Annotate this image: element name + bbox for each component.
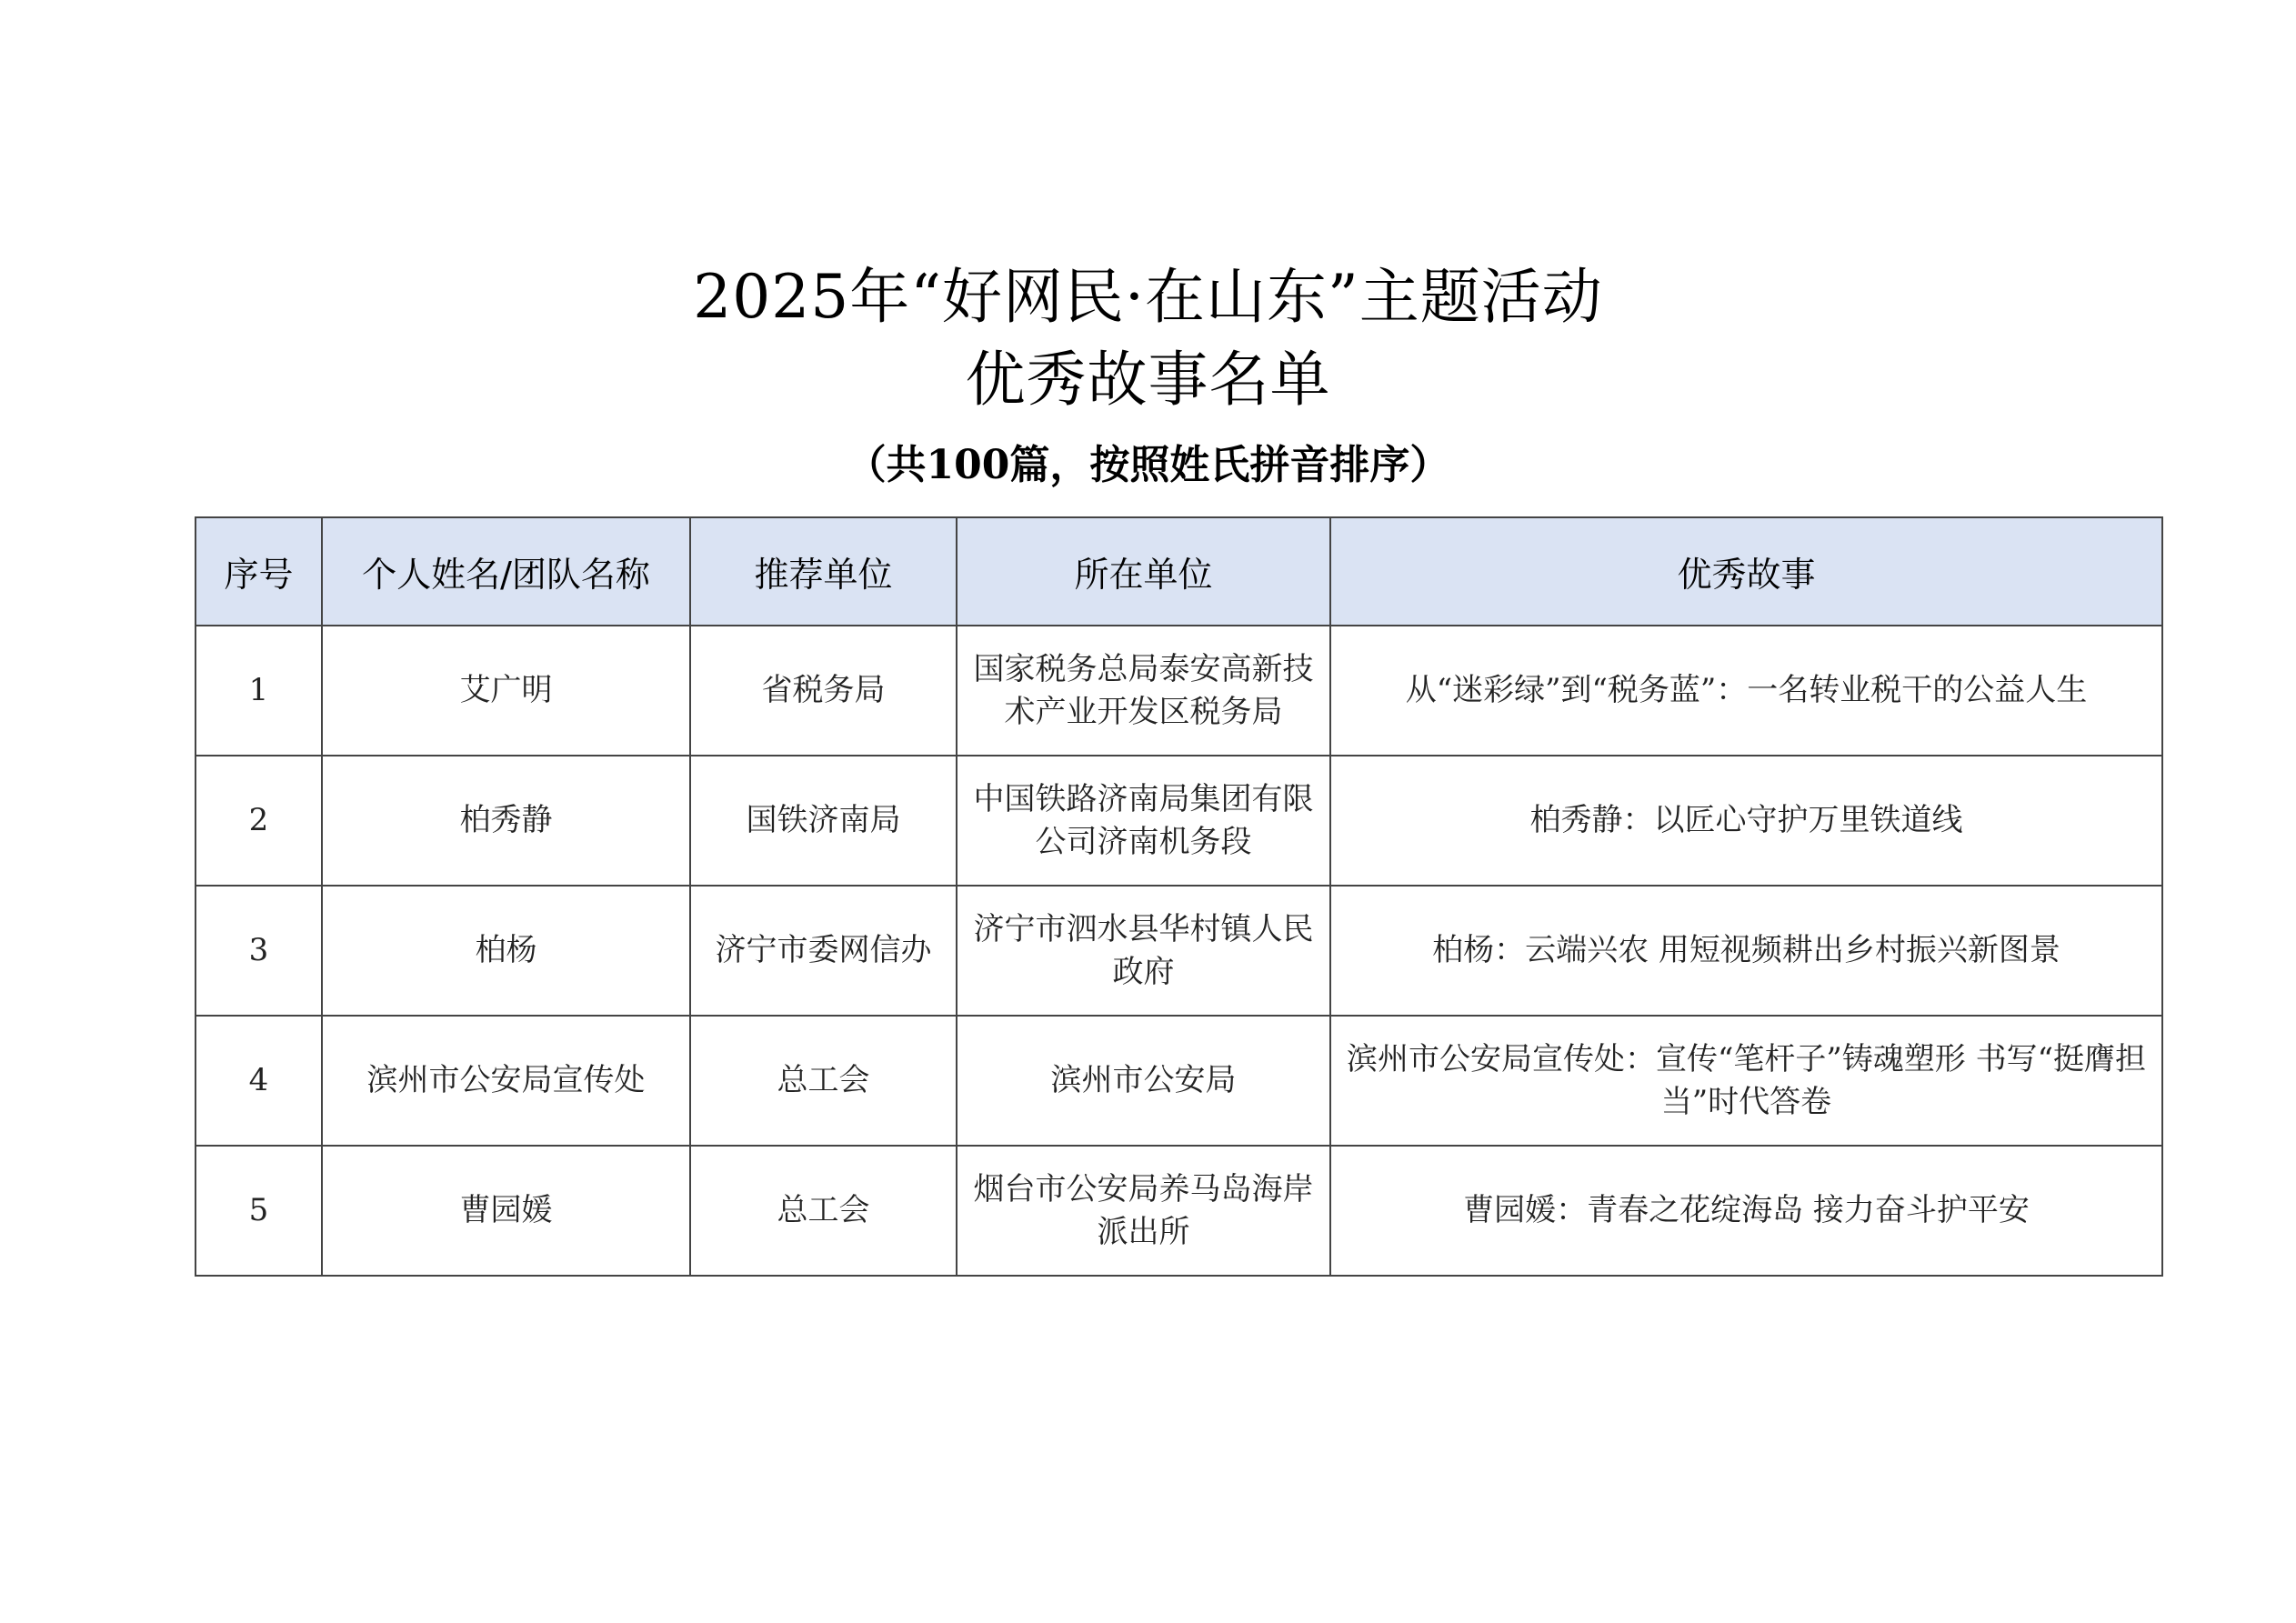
- document-title-line1: 2025年“好网民·在山东”主题活动: [693, 262, 1603, 332]
- cell-story: 滨州市公安局宣传处：宣传“笔杆子”铸魂塑形 书写“挺膺担当”时代答卷: [1330, 1016, 2162, 1146]
- header-no: 序号: [196, 517, 322, 626]
- table-header-row: [196, 517, 2162, 626]
- cell-name: 艾广明: [322, 626, 690, 756]
- cell-name: 柏杨: [322, 886, 690, 1016]
- document-title-line2: 优秀故事名单: [965, 345, 1331, 415]
- table-header: [196, 517, 2162, 626]
- cell-story: 从“迷彩绿”到“税务蓝”：一名转业税干的公益人生: [1330, 626, 2162, 756]
- table-row: [196, 756, 2162, 886]
- cell-no: 2: [196, 756, 322, 886]
- table-row: [196, 626, 2162, 756]
- table-body: [196, 626, 2162, 1276]
- cell-story: 柏秀静：以匠心守护万里铁道线: [1330, 756, 2162, 886]
- cell-unit: 中国铁路济南局集团有限公司济南机务段: [957, 756, 1330, 886]
- table-row: [196, 886, 2162, 1016]
- header-story: 优秀故事: [1330, 517, 2162, 626]
- cell-no: 1: [196, 626, 322, 756]
- cell-recommender: 国铁济南局: [690, 756, 957, 886]
- cell-recommender: 省税务局: [690, 626, 957, 756]
- cell-name: 柏秀静: [322, 756, 690, 886]
- cell-no: 4: [196, 1016, 322, 1146]
- header-unit: 所在单位: [957, 517, 1330, 626]
- story-list-table: [195, 516, 2163, 1277]
- cell-no: 5: [196, 1146, 322, 1276]
- cell-recommender: 总工会: [690, 1016, 957, 1146]
- document-subtitle: （共100篇，按照姓氏拼音排序）: [846, 442, 1450, 488]
- cell-no: 3: [196, 886, 322, 1016]
- cell-recommender: 总工会: [690, 1146, 957, 1276]
- cell-recommender: 济宁市委网信办: [690, 886, 957, 1016]
- cell-unit: 国家税务总局泰安高新技术产业开发区税务局: [957, 626, 1330, 756]
- cell-unit: 滨州市公安局: [957, 1016, 1330, 1146]
- cell-story: 柏杨：云端兴农 用短视频耕出乡村振兴新图景: [1330, 886, 2162, 1016]
- header-name: 个人姓名/团队名称: [322, 517, 690, 626]
- cell-name: 滨州市公安局宣传处: [322, 1016, 690, 1146]
- cell-name: 曹园媛: [322, 1146, 690, 1276]
- header-recommender: 推荐单位: [690, 517, 957, 626]
- cell-story: 曹园媛：青春之花绽海岛 接力奋斗护平安: [1330, 1146, 2162, 1276]
- table-row: [196, 1016, 2162, 1146]
- table-row: [196, 1146, 2162, 1276]
- cell-unit: 济宁市泗水县华村镇人民政府: [957, 886, 1330, 1016]
- cell-unit: 烟台市公安局养马岛海岸派出所: [957, 1146, 1330, 1276]
